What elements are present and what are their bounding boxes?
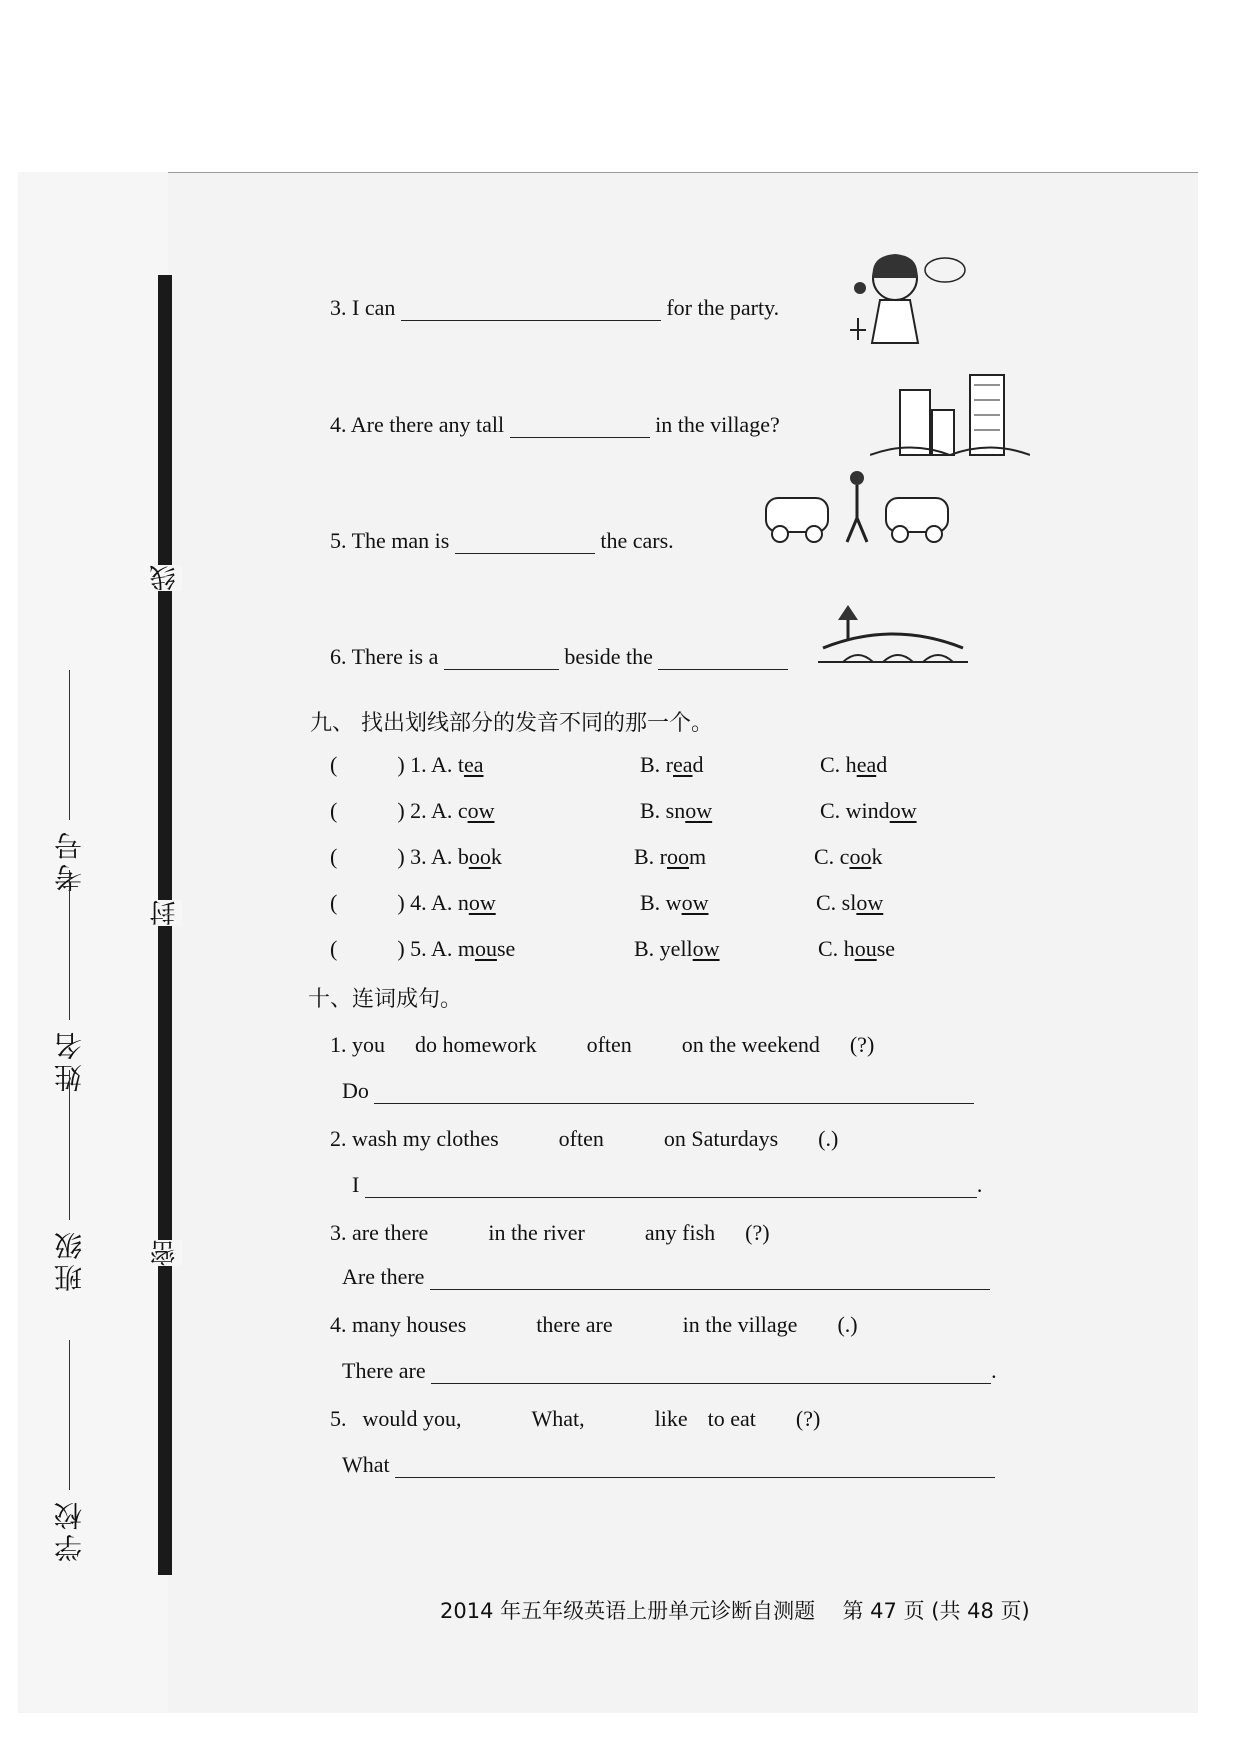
section9-title: 九、 找出划线部分的发音不同的那一个。 [310, 711, 713, 736]
class-label: 班级 [53, 1228, 86, 1292]
seal-mi: 密 [150, 1240, 180, 1266]
answer-blank[interactable] [444, 647, 559, 670]
footer-title: 2014 年五年级英语上册单元诊断自测题 [440, 1599, 816, 1623]
fill-item-5: 5. The man is the cars. [330, 528, 674, 553]
sentence-answer-line: I . [352, 1172, 983, 1197]
phonics-option-c: C. cook [814, 844, 883, 869]
page-footer [440, 1595, 1030, 1625]
phonics-option-b: B. room [634, 844, 707, 869]
class-field[interactable] [50, 1070, 130, 1292]
phonics-option-b: B. read [640, 752, 704, 777]
answer-blank[interactable] [431, 1361, 991, 1384]
answer-blank[interactable] [658, 647, 788, 670]
name-label: 姓名 [53, 1028, 86, 1092]
school-field[interactable] [50, 1340, 130, 1562]
phonics-row: ( ) 3. A. book [330, 844, 502, 869]
scramble-words: 1. you do homework often on the weekend (?) [330, 1032, 875, 1057]
seal-xian: 线 [150, 565, 180, 591]
tree-bridge-icon [818, 600, 968, 680]
phonics-option-c: C. house [818, 936, 896, 961]
sentence-answer-line: Are there [342, 1264, 990, 1290]
answer-blank[interactable] [510, 415, 650, 438]
seal-feng: 封 [150, 900, 180, 926]
sentence-answer-line: Do [342, 1078, 974, 1104]
tall-buildings-icon [870, 370, 1030, 460]
name-field[interactable] [50, 870, 130, 1092]
page-total: (共 48 页) [931, 1599, 1030, 1623]
exam-no-label: 考号 [53, 828, 86, 892]
girl-speaking-icon [850, 248, 970, 358]
answer-blank[interactable] [455, 531, 595, 554]
phonics-option-c: C. head [820, 752, 888, 777]
fill-item-3: 3. I can for the party. [330, 295, 780, 320]
phonics-row: ( ) 4. A. now [330, 890, 496, 915]
school-label: 学校 [53, 1498, 86, 1562]
sentence-answer-line: There are . [342, 1358, 997, 1383]
phonics-row: ( ) 5. A. mouse [330, 936, 516, 961]
fill-item-4: 4. Are there any tall in the village? [330, 412, 780, 437]
answer-blank[interactable] [395, 1455, 995, 1478]
answer-blank[interactable] [401, 298, 661, 321]
page-number: 第 47 页 [842, 1599, 925, 1623]
section10-title: 十、连词成句。 [308, 987, 463, 1012]
man-between-cars-icon [762, 468, 952, 548]
scramble-words: 3. are there in the river any fish (?) [330, 1220, 770, 1245]
scramble-words: 5. would you, What, like to eat (?) [330, 1406, 821, 1431]
phonics-option-c: C. window [820, 798, 917, 823]
answer-blank[interactable] [430, 1267, 990, 1290]
phonics-option-b: B. wow [640, 890, 709, 915]
scramble-words: 4. many houses there are in the village (.) [330, 1312, 858, 1337]
phonics-row: ( ) 2. A. cow [330, 798, 495, 823]
answer-blank[interactable] [374, 1081, 974, 1104]
phonics-option-b: B. yellow [634, 936, 720, 961]
answer-blank[interactable] [365, 1175, 977, 1198]
sentence-answer-line: What [342, 1452, 995, 1478]
phonics-row: ( ) 1. A. tea [330, 752, 484, 777]
scramble-words: 2. wash my clothes often on Saturdays (.) [330, 1126, 839, 1151]
fill-item-6: 6. There is a beside the [330, 644, 788, 670]
phonics-option-b: B. snow [640, 798, 713, 823]
phonics-option-c: C. slow [816, 890, 884, 915]
exam-no-field[interactable] [50, 670, 130, 892]
